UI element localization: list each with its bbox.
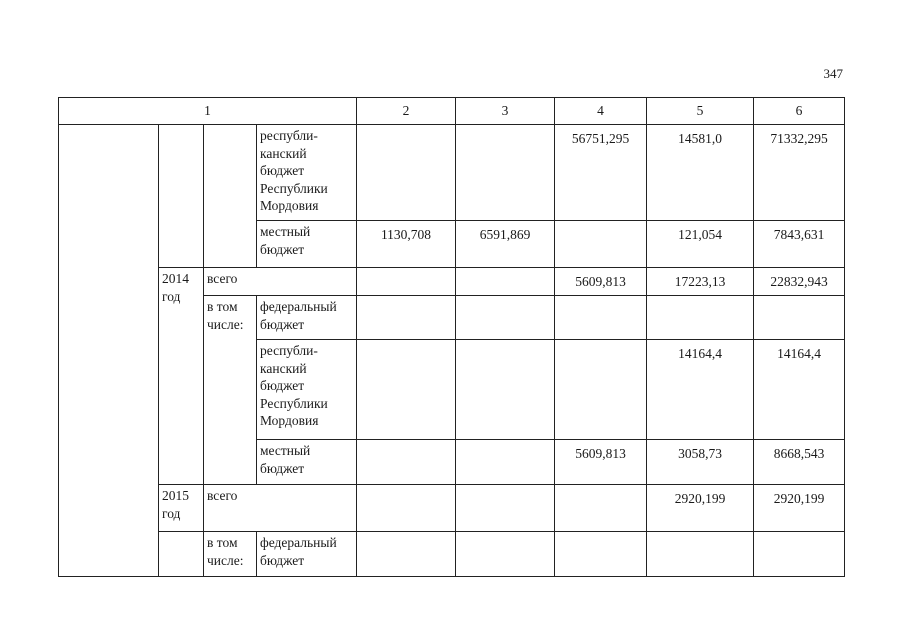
- value-cell: [357, 440, 456, 485]
- value-cell: [357, 125, 456, 221]
- including-cell: [204, 125, 257, 268]
- table-row: [59, 532, 845, 577]
- value-cell: 17223,13: [647, 268, 754, 296]
- value-cell: [555, 296, 647, 340]
- value-cell: 5609,813: [555, 268, 647, 296]
- value-cell: [456, 268, 555, 296]
- header-col-3: 3: [456, 98, 555, 125]
- value-cell: 22832,943: [754, 268, 845, 296]
- value-cell: [647, 532, 754, 577]
- header-col-1: 1: [59, 98, 357, 125]
- value-cell: [647, 296, 754, 340]
- value-cell: 2920,199: [754, 485, 845, 532]
- value-cell: [456, 125, 555, 221]
- budget-label: федеральный бюджет: [257, 532, 357, 577]
- value-cell: 2920,199: [647, 485, 754, 532]
- value-cell: 121,054: [647, 221, 754, 268]
- value-cell: 71332,295: [754, 125, 845, 221]
- header-col-2: 2: [357, 98, 456, 125]
- value-cell: [555, 485, 647, 532]
- total-label: всего: [204, 268, 357, 296]
- value-cell: 6591,869: [456, 221, 555, 268]
- blank-cell: [59, 125, 159, 577]
- value-cell: 5609,813: [555, 440, 647, 485]
- year-cell: [159, 532, 204, 577]
- value-cell: [555, 221, 647, 268]
- table-row: [59, 485, 845, 532]
- budget-label: республи- канский бюджет Республики Мордовия: [257, 340, 357, 440]
- value-cell: [555, 532, 647, 577]
- value-cell: [456, 296, 555, 340]
- year-label: 2014 год: [159, 268, 204, 485]
- header-col-6: 6: [754, 98, 845, 125]
- including-label: в том числе:: [204, 532, 257, 577]
- value-cell: 8668,543: [754, 440, 845, 485]
- value-cell: [456, 440, 555, 485]
- value-cell: [754, 532, 845, 577]
- value-cell: [456, 340, 555, 440]
- value-cell: 1130,708: [357, 221, 456, 268]
- value-cell: [357, 268, 456, 296]
- header-row: [59, 98, 845, 125]
- value-cell: 3058,73: [647, 440, 754, 485]
- value-cell: [357, 296, 456, 340]
- value-cell: 14581,0: [647, 125, 754, 221]
- value-cell: 7843,631: [754, 221, 845, 268]
- value-cell: [754, 296, 845, 340]
- table-row: [59, 125, 845, 221]
- budget-label: федеральный бюджет: [257, 296, 357, 340]
- value-cell: [456, 485, 555, 532]
- total-label: всего: [204, 485, 357, 532]
- header-col-4: 4: [555, 98, 647, 125]
- value-cell: [357, 485, 456, 532]
- value-cell: [456, 532, 555, 577]
- budget-label: местный бюджет: [257, 221, 357, 268]
- value-cell: [357, 340, 456, 440]
- budget-table: [58, 97, 845, 577]
- header-col-5: 5: [647, 98, 754, 125]
- page-number: 347: [823, 66, 843, 81]
- value-cell: [357, 532, 456, 577]
- value-cell: 14164,4: [754, 340, 845, 440]
- value-cell: 14164,4: [647, 340, 754, 440]
- year-cell: [159, 125, 204, 268]
- value-cell: [555, 340, 647, 440]
- including-label: в том числе:: [204, 296, 257, 485]
- table-row: [59, 268, 845, 296]
- value-cell: 56751,295: [555, 125, 647, 221]
- budget-label: республи- канский бюджет Республики Мордовия: [257, 125, 357, 221]
- year-label: 2015 год: [159, 485, 204, 532]
- budget-label: местный бюджет: [257, 440, 357, 485]
